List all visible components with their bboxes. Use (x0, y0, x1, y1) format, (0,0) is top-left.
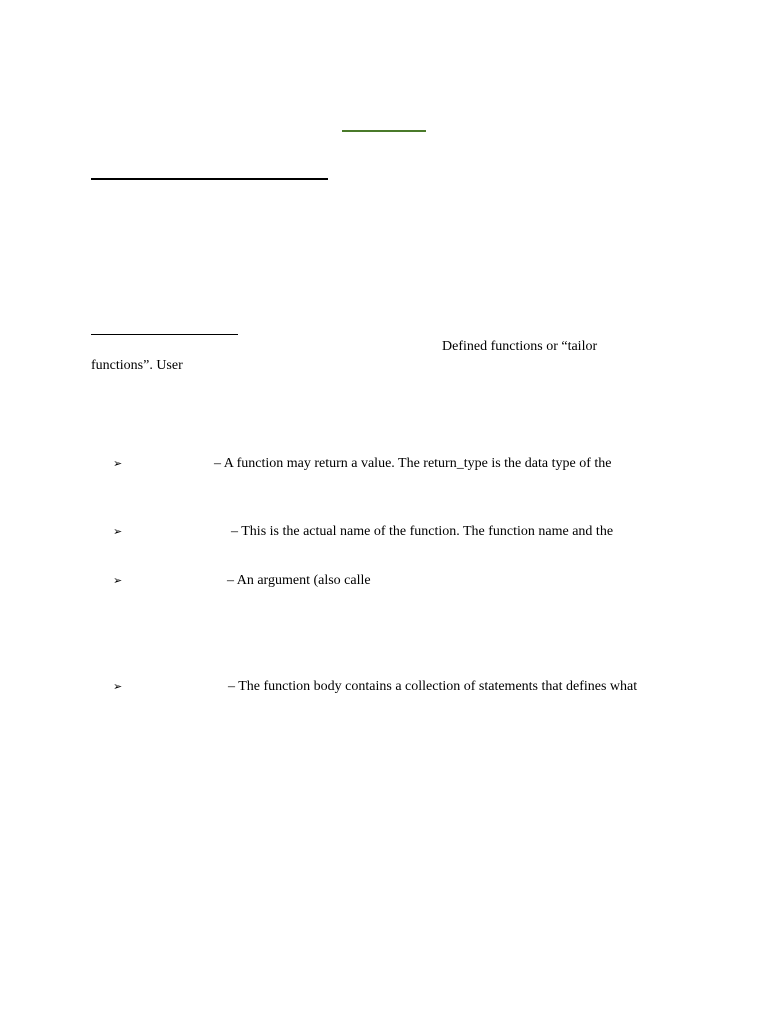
subheading-underline (91, 334, 238, 335)
intro-text-wrap: functions”. User (91, 358, 183, 373)
list-item-function-name: – This is the actual name of the function. The function name and the (231, 524, 614, 539)
list-bullet-icon: ➢ (113, 680, 123, 693)
title-underline (342, 130, 426, 132)
section-heading-underline (91, 178, 328, 180)
list-item-function-body: – The function body contains a collection of statements that defines what (228, 679, 638, 694)
list-item-return-type: – A function may return a value. The return_type is the data type of the (214, 456, 612, 471)
intro-text-right: Defined functions or “tailor (442, 339, 598, 354)
list-bullet-icon: ➢ (113, 457, 123, 470)
list-bullet-icon: ➢ (113, 525, 123, 538)
list-item-parameters: – An argument (also calle (227, 573, 371, 588)
list-bullet-icon: ➢ (113, 574, 123, 587)
